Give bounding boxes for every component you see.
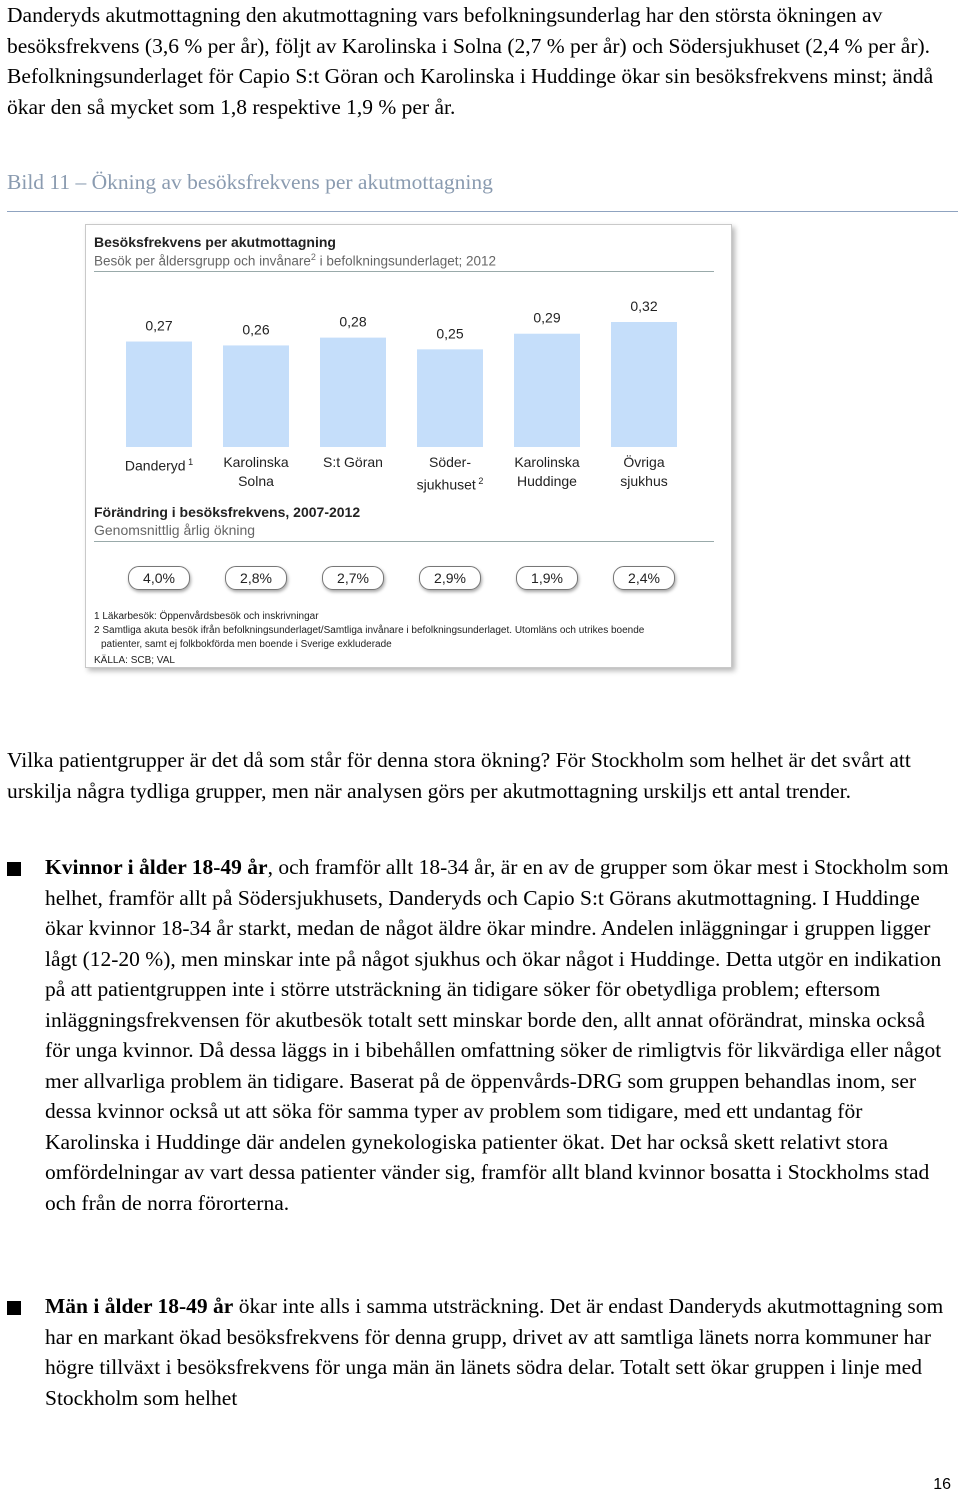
category-label: Karolinska Huddinge <box>514 454 580 489</box>
bar <box>514 334 580 447</box>
bar-value-label: 0,32 <box>630 298 658 314</box>
bar <box>223 345 289 447</box>
category-label: S:t Göran <box>323 454 383 470</box>
bar <box>611 322 677 447</box>
growth-pill: 2,4% <box>613 566 675 590</box>
footnote-2-continued: patienter, samt ej folkbokförda men boende i Sverige exkluderade <box>101 639 392 650</box>
bullet-square-icon <box>7 862 21 876</box>
growth-pill: 2,8% <box>225 566 287 590</box>
bar-value-label: 0,29 <box>533 309 561 326</box>
growth-pill: 2,9% <box>419 566 481 590</box>
category-label: Övriga sjukhus <box>620 454 668 489</box>
bullet-heading: Män i ålder 18-49 år <box>45 1294 234 1318</box>
category-label: Karolinska Solna <box>223 454 289 489</box>
category-label: Danderyd $^1$ <box>124 457 194 474</box>
caption-rule <box>7 211 958 212</box>
chart-title: Besöksfrekvens per akutmottagning <box>94 234 336 250</box>
bullet-heading: Kvinnor i ålder 18-49 år <box>45 855 268 879</box>
footnote-1: 1 Läkarbesök: Öppenvårdsbesök och inskrivningar <box>94 611 319 622</box>
bar <box>417 349 483 447</box>
bar-value-label: 0,25 <box>436 325 464 342</box>
page-number: 16 <box>933 1476 951 1493</box>
chart-subtitle: Besök per åldersgrupp och invånare$^2$ i befolkningsunderlaget; 2012 <box>94 252 497 269</box>
intro-paragraph: Danderyds akutmottagning den akutmottagning vars befolkningsunderlag har den största ökningen av besöksfrekvens (3,6 % per år), följt av Karolinska i Solna (2,7 % per år) och Södersjukhuset (2,4 % per år). Befolkningsunderlaget för Capio S:t Göran och Karolinska i Huddinge ökar sin besöksfrekvens minst; ändå ökar den så mycket som 1,8 respektive 1,9 % per år. <box>7 3 934 119</box>
bullet-square-icon <box>7 1301 21 1315</box>
figure-caption: Bild 11 – Ökning av besöksfrekvens per akutmottagning <box>7 170 493 194</box>
bar-value-label: 0,28 <box>339 313 367 330</box>
bar <box>126 342 192 447</box>
bar-chart <box>86 225 731 455</box>
growth-header-rule <box>94 541 714 542</box>
source-note: KÄLLA: SCB; VAL <box>94 655 175 666</box>
bar <box>320 338 386 447</box>
growth-pill: 4,0% <box>128 566 190 590</box>
chart-figure <box>85 224 732 668</box>
bullet-text: Kvinnor i ålder 18-49 år, och framför allt 18-34 år, är en av de grupper som ökar mest i Stockholm som helhet, framför allt på Södersjukhusets, Danderyds och Capio S:t Görans akutmottagning. I Huddinge ökar kvinnor 18-34 år starkt, medan de något äldre ökar mindre. Andelen inläggningar i gruppen ligger lågt (12-20 %), men minskar inte på något sjukhus och ökar något i Huddinge. Detta utgör en indikation på att patientgruppen inte i större utsträckning än tidigare söker för obetydliga problem; eftersom inläggningsfrekvensen för akutbesök totalt sett minskar borde den, allt annat oförändrat, minska också för unga kvinnor. Då dessa läggs in i bibehållen omfattning söker de rimligtvis för likvärdiga eller något mer allvarliga problem än tidigare. Baserat på de öppenvårds-DRG som gruppen behandlas inom, ser dessa kvinnor också ut att söka för samma typer av problem som tidigare, med ett undantag för Karolinska i Huddinge där andelen gynekologiska patienter ökat. Det har också skett relativt stora omfördelningar av vart dessa patienter vänder sig, framför allt bland kvinnor bosatta i Stockholms stad och från de norra förorterna. <box>45 855 949 1215</box>
question-paragraph: Vilka patientgrupper är det då som står för denna stora ökning? För Stockholm som helhet är det svårt att urskilja några tydliga grupper, men när analysen görs per akutmottagning urskiljs ett antal trender. <box>7 748 911 803</box>
growth-pill: 1,9% <box>516 566 578 590</box>
growth-subtitle: Genomsnittlig årlig ökning <box>94 522 256 538</box>
growth-pill: 2,7% <box>322 566 384 590</box>
bar-value-label: 0,27 <box>145 317 173 334</box>
bullet-text: Män i ålder 18-49 år ökar inte alls i samma utsträckning. Det är endast Danderyds akutmottagning som har en markant ökad besöksfrekvens för denna grupp, drivet av att samtliga länets norra kommuner har högre tillväxt i besöksfrekvens för unga män än länets södra delar. Totalt sett ökar gruppen i linje med Stockholm som helhet <box>45 1294 944 1410</box>
bar-value-label: 0,26 <box>242 321 270 338</box>
growth-title: Förändring i besöksfrekvens, 2007-2012 <box>94 504 361 520</box>
category-label: Söder- sjukhuset $^2$ <box>416 454 484 493</box>
footnote-2: 2 Samtliga akuta besök ifrån befolkningsunderlaget/Samtliga invånare i befolkningsunderlaget. Utomläns och utrikes boende <box>94 625 645 636</box>
